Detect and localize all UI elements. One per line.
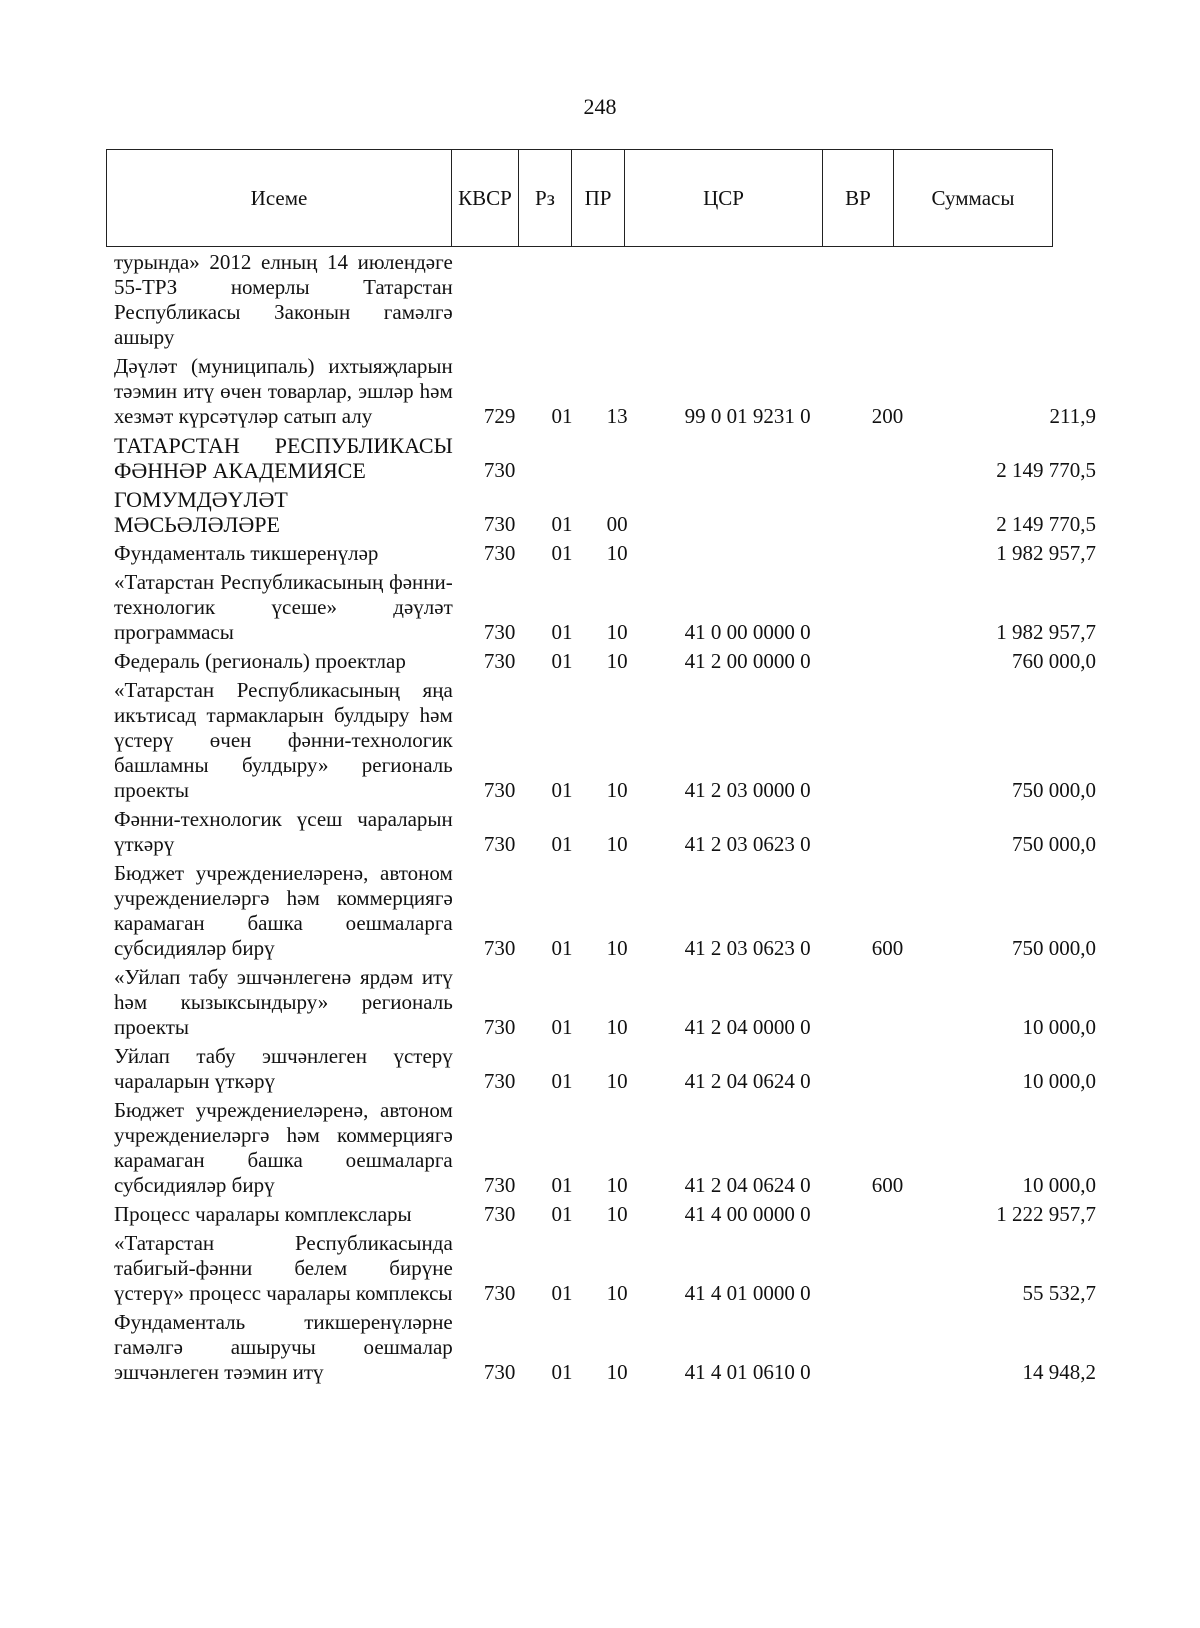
row-sum: 2 149 770,5 xyxy=(996,458,1096,482)
row-pr xyxy=(590,250,645,354)
row-csr: 41 2 03 0623 0 xyxy=(684,832,811,856)
row-pr: 10 xyxy=(606,778,628,802)
row-sum: 1 982 957,7 xyxy=(996,541,1096,565)
row-vr xyxy=(851,1231,925,1310)
table-row xyxy=(106,807,1096,861)
table-row xyxy=(106,487,1096,541)
row-vr xyxy=(851,570,925,649)
row-csr xyxy=(645,433,851,487)
row-vr xyxy=(851,678,925,807)
header-rz: Рз xyxy=(519,150,572,247)
row-rz: 01 xyxy=(551,404,573,428)
row-kvsr: 730 xyxy=(483,778,516,802)
row-vr xyxy=(851,807,925,861)
row-name: «Татарстан Республикасының фәнни-технологик үсеше» дәүләт программасы xyxy=(114,570,453,644)
row-pr: 10 xyxy=(606,541,628,565)
row-sum: 10 000,0 xyxy=(1022,1015,1096,1039)
table-row xyxy=(106,354,1096,433)
row-name: Фундаменталь тикшеренүләр xyxy=(114,541,379,565)
row-vr xyxy=(851,1202,925,1231)
row-vr xyxy=(851,1310,925,1389)
row-vr xyxy=(851,649,925,678)
row-rz: 01 xyxy=(551,512,573,536)
row-csr xyxy=(645,250,851,354)
row-sum: 14 948,2 xyxy=(1022,1360,1096,1384)
row-kvsr: 730 xyxy=(483,649,516,673)
row-sum: 211,9 xyxy=(1049,404,1096,428)
table-row xyxy=(106,570,1096,649)
row-csr: 41 2 03 0623 0 xyxy=(684,936,811,960)
row-vr xyxy=(851,541,925,570)
row-rz: 01 xyxy=(551,649,573,673)
page-number: 248 xyxy=(583,94,617,119)
table-row xyxy=(106,541,1096,570)
row-rz: 01 xyxy=(551,1173,573,1197)
table-row xyxy=(106,433,1096,487)
row-pr: 10 xyxy=(606,1202,628,1226)
table-row xyxy=(106,649,1096,678)
table-row xyxy=(106,250,1096,354)
row-sum: 10 000,0 xyxy=(1022,1069,1096,1093)
row-rz xyxy=(534,250,589,354)
row-sum: 1 222 957,7 xyxy=(996,1202,1096,1226)
row-name: «Татарстан Республикасында табигый-фәнни белем бирүне үстерү» процесс чаралары комплексы xyxy=(114,1231,453,1305)
row-vr xyxy=(851,1044,925,1098)
row-rz xyxy=(534,433,589,487)
row-kvsr: 730 xyxy=(483,1173,516,1197)
row-csr: 41 2 03 0000 0 xyxy=(684,778,811,802)
row-csr xyxy=(645,541,851,570)
row-name: Фундаменталь тикшеренүләрне гамәлгә ашыручы оешмалар эшчәнлеген тәэмин итү xyxy=(114,1310,453,1384)
row-sum: 1 982 957,7 xyxy=(996,620,1096,644)
row-rz: 01 xyxy=(551,1015,573,1039)
row-kvsr: 730 xyxy=(483,1015,516,1039)
row-csr: 41 2 04 0624 0 xyxy=(684,1173,811,1197)
row-vr xyxy=(851,965,925,1044)
row-kvsr: 730 xyxy=(483,541,516,565)
row-vr: 600 xyxy=(871,936,904,960)
row-kvsr: 730 xyxy=(483,1360,516,1384)
row-sum: 2 149 770,5 xyxy=(996,512,1096,536)
row-csr: 41 2 04 0000 0 xyxy=(684,1015,811,1039)
row-name: Процесс чаралары комплекслары xyxy=(114,1202,412,1226)
header-sum: Суммасы xyxy=(894,150,1053,247)
row-name: Бюджет учреждениеләренә, автоном учреждениеләргә һәм коммерциягә карамаган башка оешмаларга субсидияләр бирү xyxy=(114,1098,453,1197)
row-kvsr: 730 xyxy=(483,936,516,960)
row-name: Фәнни-технологик үсеш чараларын үткәрү xyxy=(114,807,453,856)
row-pr: 10 xyxy=(606,1281,628,1305)
row-sum: 10 000,0 xyxy=(1022,1173,1096,1197)
row-pr: 10 xyxy=(606,1015,628,1039)
header-vr: ВР xyxy=(823,150,894,247)
row-kvsr: 730 xyxy=(483,620,516,644)
row-name: «Уйлап табу эшчәнлегенә ярдәм итү һәм кызыксындыру» региональ проекты xyxy=(114,965,453,1039)
row-csr: 41 2 04 0624 0 xyxy=(684,1069,811,1093)
row-kvsr: 730 xyxy=(483,1069,516,1093)
row-name: Федераль (региональ) проектлар xyxy=(114,649,406,673)
row-pr xyxy=(590,433,645,487)
row-name: ГОМУМДӘҮЛӘТ МӘСЬӘЛӘЛӘРЕ xyxy=(114,487,288,537)
table-row xyxy=(106,1310,1096,1389)
row-sum: 750 000,0 xyxy=(1012,936,1096,960)
row-sum: 760 000,0 xyxy=(1012,649,1096,673)
row-csr: 41 4 01 0610 0 xyxy=(684,1360,811,1384)
row-name: ТАТАРСТАН РЕСПУБЛИКАСЫ ФӘННӘР АКАДЕМИЯСЕ xyxy=(114,433,453,483)
row-rz: 01 xyxy=(551,1281,573,1305)
row-kvsr: 730 xyxy=(483,832,516,856)
table-row xyxy=(106,965,1096,1044)
row-vr xyxy=(851,487,925,541)
header-name: Исеме xyxy=(107,150,452,247)
row-rz: 01 xyxy=(551,620,573,644)
row-vr: 200 xyxy=(871,404,904,428)
table-row xyxy=(106,1202,1096,1231)
row-rz: 01 xyxy=(551,1069,573,1093)
row-pr: 00 xyxy=(606,512,628,536)
header-csr: ЦСР xyxy=(625,150,823,247)
row-vr xyxy=(851,250,925,354)
row-pr: 10 xyxy=(606,649,628,673)
row-kvsr: 730 xyxy=(483,1202,516,1226)
row-kvsr: 730 xyxy=(483,458,516,482)
table-row xyxy=(106,861,1096,965)
row-pr: 10 xyxy=(606,1069,628,1093)
row-sum xyxy=(924,250,1096,354)
table-header xyxy=(106,149,1053,247)
header-pr: ПР xyxy=(572,150,625,247)
row-rz: 01 xyxy=(551,936,573,960)
row-csr: 99 0 01 9231 0 xyxy=(684,404,811,428)
budget-table xyxy=(106,250,1096,1389)
row-vr xyxy=(851,433,925,487)
table-row xyxy=(106,1098,1096,1202)
row-rz: 01 xyxy=(551,1360,573,1384)
table-row xyxy=(106,1044,1096,1098)
row-kvsr: 730 xyxy=(483,512,516,536)
row-sum: 750 000,0 xyxy=(1012,778,1096,802)
row-name: Уйлап табу эшчәнлеген үстерү чараларын үткәрү xyxy=(114,1044,453,1093)
table-row xyxy=(106,678,1096,807)
row-pr: 10 xyxy=(606,1173,628,1197)
row-csr: 41 4 00 0000 0 xyxy=(684,1202,811,1226)
row-pr: 10 xyxy=(606,1360,628,1384)
row-csr: 41 2 00 0000 0 xyxy=(684,649,811,673)
row-rz: 01 xyxy=(551,1202,573,1226)
row-csr xyxy=(645,487,851,541)
row-kvsr: 730 xyxy=(483,1281,516,1305)
row-pr: 13 xyxy=(606,404,628,428)
header-kvsr: КВСР xyxy=(452,150,519,247)
row-kvsr xyxy=(465,250,535,354)
row-kvsr: 729 xyxy=(483,404,516,428)
row-csr: 41 4 01 0000 0 xyxy=(684,1281,811,1305)
row-vr: 600 xyxy=(871,1173,904,1197)
row-sum: 750 000,0 xyxy=(1012,832,1096,856)
row-sum: 55 532,7 xyxy=(1022,1281,1096,1305)
row-pr: 10 xyxy=(606,936,628,960)
row-pr: 10 xyxy=(606,832,628,856)
row-pr: 10 xyxy=(606,620,628,644)
row-name: Дәүләт (муниципаль) ихтыяҗларын тәэмин итү өчен товарлар, эшләр һәм хезмәт күрсәтүләр сатып алу xyxy=(114,354,453,428)
row-name: «Татарстан Республикасының яңа икътисад тармакларын булдыру һәм үстерү өчен фәнни-технологик башламны булдыру» региональ проекты xyxy=(114,678,453,802)
row-rz: 01 xyxy=(551,778,573,802)
row-rz: 01 xyxy=(551,541,573,565)
row-name: турында» 2012 елның 14 июлендәге 55-ТРЗ номерлы Татарстан Республикасы Законын гамәлгә ашыру xyxy=(114,250,453,349)
row-rz: 01 xyxy=(551,832,573,856)
table-row xyxy=(106,1231,1096,1310)
row-name: Бюджет учреждениеләренә, автоном учреждениеләргә һәм коммерциягә карамаган башка оешмаларга субсидияләр бирү xyxy=(114,861,453,960)
row-csr: 41 0 00 0000 0 xyxy=(684,620,811,644)
